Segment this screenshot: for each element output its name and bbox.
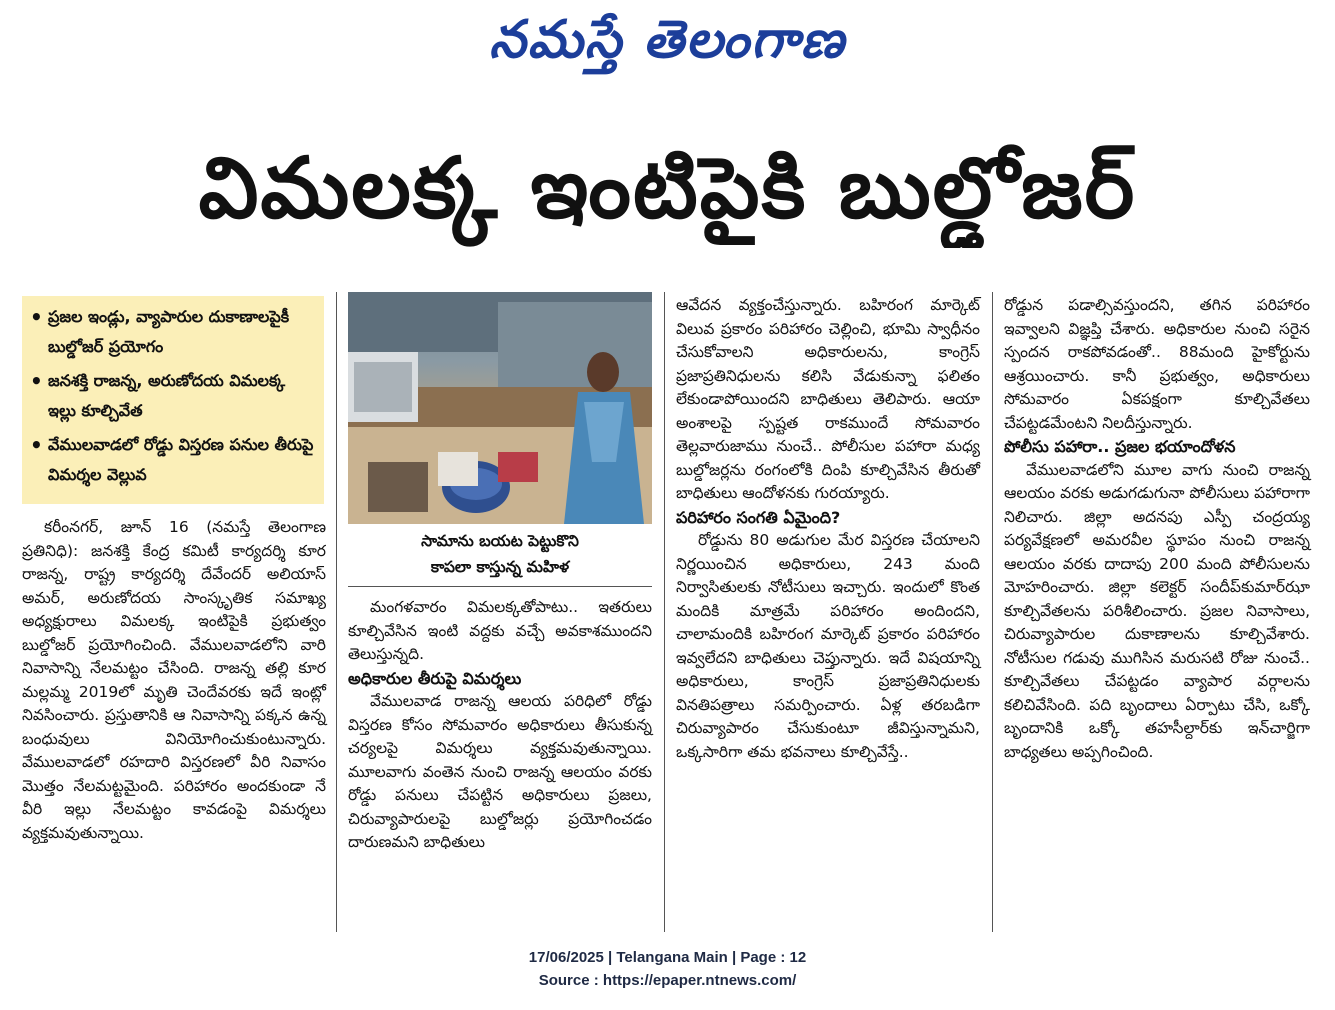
- masthead: [0, 4, 1335, 76]
- column-divider: [664, 292, 665, 932]
- highlights-box: [22, 296, 324, 504]
- paragraph: వేములవాడ రాజన్న ఆలయ పరిధిలో రోడ్డు విస్తరణ కోసం సోమవారం అధికారులు తీసుకున్న చర్యలపై విమర్శలు వ్యక్తమవుతున్నాయి. మూలవాగు వంతెన నుంచి రాజన్న ఆలయం వరకు రోడ్డు పనులు చేపట్టిన అధికారులు ప్రజలు, చిరువ్యాపారులపై బుల్డోజర్లు ప్రయోగించడం దారుణమని బాధితులు: [348, 692, 652, 851]
- highlight-item: • వేములవాడలో రోడ్డు విస్తరణ పనుల తీరుపై విమర్శల వెల్లువ: [30, 430, 318, 490]
- paragraph: మంగళవారం విమలక్కతోపాటు.. ఇతరులు కూల్చివేసిన ఇంటి వద్దకు వచ్చే అవకాశముందని తెలుస్తున్నది.: [348, 598, 652, 663]
- bullet-icon: •: [30, 369, 43, 393]
- column-divider: [992, 292, 993, 932]
- photo-caption: సామాను బయట పెట్టుకొని కాపలా కాస్తున్న మహిళ: [421, 532, 579, 576]
- section-heading: పరిహారం సంగతి ఏమైంది?: [676, 507, 841, 527]
- section-heading: పోలీసు పహారా.. ప్రజల భయాందోళన: [1004, 437, 1236, 456]
- news-photo: [348, 292, 652, 524]
- caption-divider: [348, 586, 652, 587]
- page-footer: [0, 946, 1335, 992]
- bullet-icon: •: [30, 433, 43, 457]
- paragraph: వేములవాడలోని మూల వాగు నుంచి రాజన్న ఆలయం వరకు అడుగడుగునా పోలీసులు పహారాగా నిలిచారు. జిల్లా అదనపు ఎస్పీ చంద్రయ్య పర్యవేక్షణలో అమరవీల స్థూపం నుంచి రాజన్న ఆలయం వరకు దాదాపు 200 మంది పోలీసులను మోహరించారు. జిల్లా కలెక్టర్ సందీప్‌కుమార్‌ఝా కూల్చివేతలను పరిశీలించారు. ప్రజల నివాసాలు, చిరువ్యాపారుల దుకాణాలను కూల్చివేశారు. నోటీసుల గడువు ముగిసిన మరుసటి రోజు నుంచే.. కూల్చివేతలు చేపట్టడం వ్యాపార వర్గాలను కలిచివేసింది. పది బృందాలు ఏర్పాటు చేసి, ఒక్కో బృందానికి ఒక్కో తహసీల్దార్‌కు ఇన్‌చార్జిగా బాధ్యతలు అప్పగించింది.: [1004, 460, 1310, 761]
- newspaper-logo: నమస్తే తెలంగాణ: [489, 10, 846, 70]
- paragraph: ఆవేదన వ్యక్తంచేస్తున్నారు. బహిరంగ మార్కెట్ విలువ ప్రకారం పరిహారం చెల్లించి, భూమి స్వాధీనం చేసుకోవాలని అధికారులను, కాంగ్రెస్ ప్రజాప్రతినిధులను కలిసి వేడుకున్నా ఫలితం లేకుండాపోయిందని బాధితులు తెలిపారు. ఆయా అంశాలపై స్పష్టత రాకముందే సోమవారం తెల్లవారుజాము నుంచే.. పోలీసుల పహారా మధ్య బుల్డోజర్లను రంగంలోకి దింపి కూల్చివేసిన తీరుతో బాధితులు ఆందోళనకు గురయ్యారు.: [676, 296, 980, 502]
- article-column-1: [22, 516, 326, 845]
- article-column-4: [1004, 294, 1310, 764]
- article-column-3: [676, 294, 980, 764]
- photo-illustration: [348, 292, 652, 524]
- paragraph: కరీంనగర్, జూన్ 16 (నమస్తే తెలంగాణ ప్రతినిధి): జనశక్తి కేంద్ర కమిటీ కార్యదర్శి కూర రాజన్న, రాష్ట్ర కార్యదర్శి దేవేందర్ అలియాస్ అమర్, అరుణోదయ సాంస్కృతిక సమాఖ్య అధ్యక్షురాలు విమలక్క ఇంటిపైకి ప్రభుత్వం బుల్డోజర్ ప్రయోగించింది. వేములవాడలోని వారి నివాసాన్ని నేలమట్టం చేసింది. రాజన్న తల్లి కూర మల్లమ్మ 2019లో మృతి చెందేవరకు ఇదే ఇంట్లో నివసించారు. ప్రస్తుతానికి ఆ నివాసాన్ని పక్కన ఉన్న బంధువులు వినియోగించుకుంటున్నారు. వేములవాడలో రహదారి విస్తరణలో వీరి నివాసం మొత్తం నేలమట్టమైంది. పరిహారం అందకుండా నే వీరి ఇల్లు నేలమట్టం కావడంపై విమర్శలు వ్యక్తమవుతున్నాయి.: [22, 518, 326, 842]
- article-column-2: [348, 596, 652, 855]
- highlight-item: • జనశక్తి రాజన్న, అరుణోదయ విమలక్క ఇల్లు కూల్చివేత: [30, 366, 318, 426]
- column-divider: [336, 292, 337, 932]
- paragraph: రోడ్డున పడాల్సివస్తుందని, తగిన పరిహారం ఇవ్వాలని విజ్ఞప్తి చేశారు. అధికారుల నుంచి సరైన స్పందన రాకపోవడంతో.. 88మంది హైకోర్టును ఆశ్రయించారు. కానీ ప్రభుత్వం, అధికారులు సోమవారం ఏకపక్షంగా కూల్చివేతలు చేపట్టడమేంటని నిలదీస్తున్నారు.: [1004, 296, 1310, 432]
- footer-date-page: 17/06/2025 | Telangana Main | Page : 12: [528, 949, 807, 966]
- section-heading: అధికారుల తీరుపై విమర్శలు: [348, 668, 522, 688]
- bullet-icon: •: [30, 305, 43, 329]
- paragraph: రోడ్డును 80 అడుగుల మేర విస్తరణ చేయాలని నిర్ణయించిన అధికారులు, 243 మంది నిర్వాసితులకు నోటీసులు ఇచ్చారు. ఇందులో కొంత మందికి మాత్రమే పరిహారం అందిందని, చాలామందికి బహిరంగ మార్కెట్ ప్రకారం పరిహారం ఇవ్వలేదని బాధితులు చెప్తున్నారు. ఇదే విషయాన్ని అధికారులు, కాంగ్రెస్ ప్రజాప్రతినిధులకు వినతిపత్రాలు సమర్పించారు. ఏళ్ల తరబడిగా చిరువ్యాపారం చేసుకుంటూ జీవిస్తున్నామని, ఒక్కసారిగా తమ భవనాలు కూల్చివేస్తే..: [676, 531, 980, 761]
- footer-source: Source : https://epaper.ntnews.com/: [538, 972, 797, 989]
- article-headline: విమలక్క ఇంటిపైకి బుల్డోజర్: [198, 139, 1137, 237]
- highlight-item: • ప్రజల ఇండ్లు, వ్యాపారుల దుకాణాలపైకీ బుల్డోజర్ ప్రయోగం: [30, 302, 318, 362]
